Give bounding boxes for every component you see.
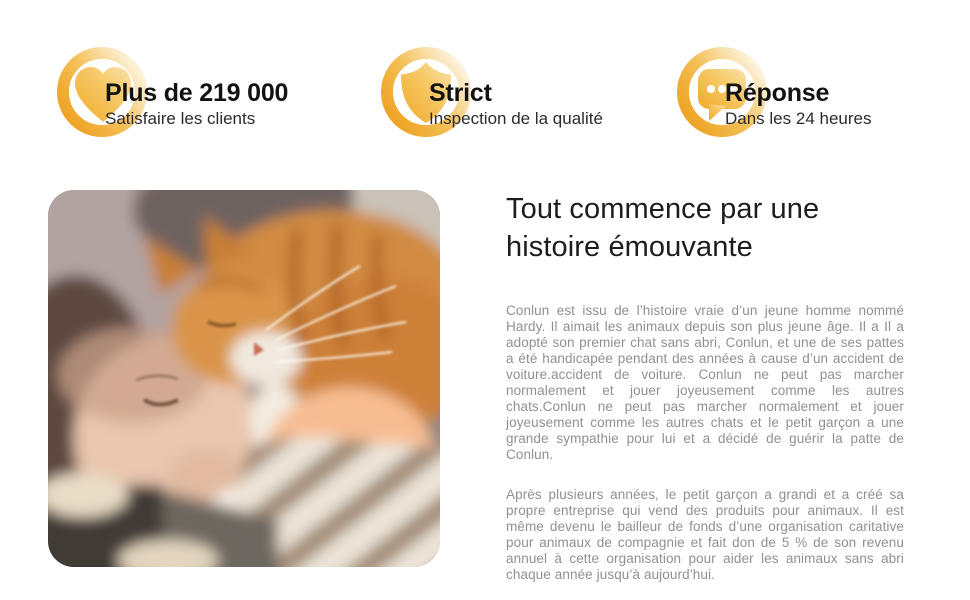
photo-illustration [48, 190, 440, 567]
story-paragraph-2: Après plusieurs années, le petit garçon a grandi et a créé sa propre entreprise qui vend des produits pour animaux. Il est même devenu le bailleur de fonds d’une organisation caritative pour animaux de compagnie et fait don de 5 % de son revenu annuel à cette organisation pour aider les animaux sans abri chaque année jusqu’à aujourd’hui. [506, 487, 904, 582]
story-heading: Tout commence par une histoire émouvante [506, 193, 820, 263]
badge-response-time [676, 46, 970, 146]
badge-title: Réponse [725, 79, 830, 107]
story-paragraph-1: Conlun est issu de l’histoire vraie d’un jeune homme nommé Hardy. Il aimait les animaux depuis son plus jeune âge. Il a Il a adopté son premier chat sans abri, Conlun, et une de ses pattes a été handicapée pendant des années à cause d’un accident de voiture.accident de voiture. Conlun ne peut pas marcher normalement et jouer joyeusement comme les autres chats.Conlun ne peut pas marcher normalement et jouer joyeusement comme les autres chats et le petit garçon a une grande sympathie pour lui et a décidé de guérir la patte de Conlun. [506, 303, 904, 462]
badge-subtitle: Satisfaire les clients [105, 109, 256, 128]
badge-title: Strict [429, 79, 492, 107]
story-section [506, 190, 904, 583]
badge-satisfied-clients [56, 46, 356, 146]
badge-title: Plus de 219 000 [105, 79, 289, 107]
badge-quality-inspection [380, 46, 680, 146]
badge-subtitle: Dans les 24 heures [725, 109, 872, 128]
photo-cat-muzzle [230, 331, 302, 385]
story-photo [48, 190, 440, 567]
badge-subtitle: Inspection de la qualité [429, 109, 603, 128]
